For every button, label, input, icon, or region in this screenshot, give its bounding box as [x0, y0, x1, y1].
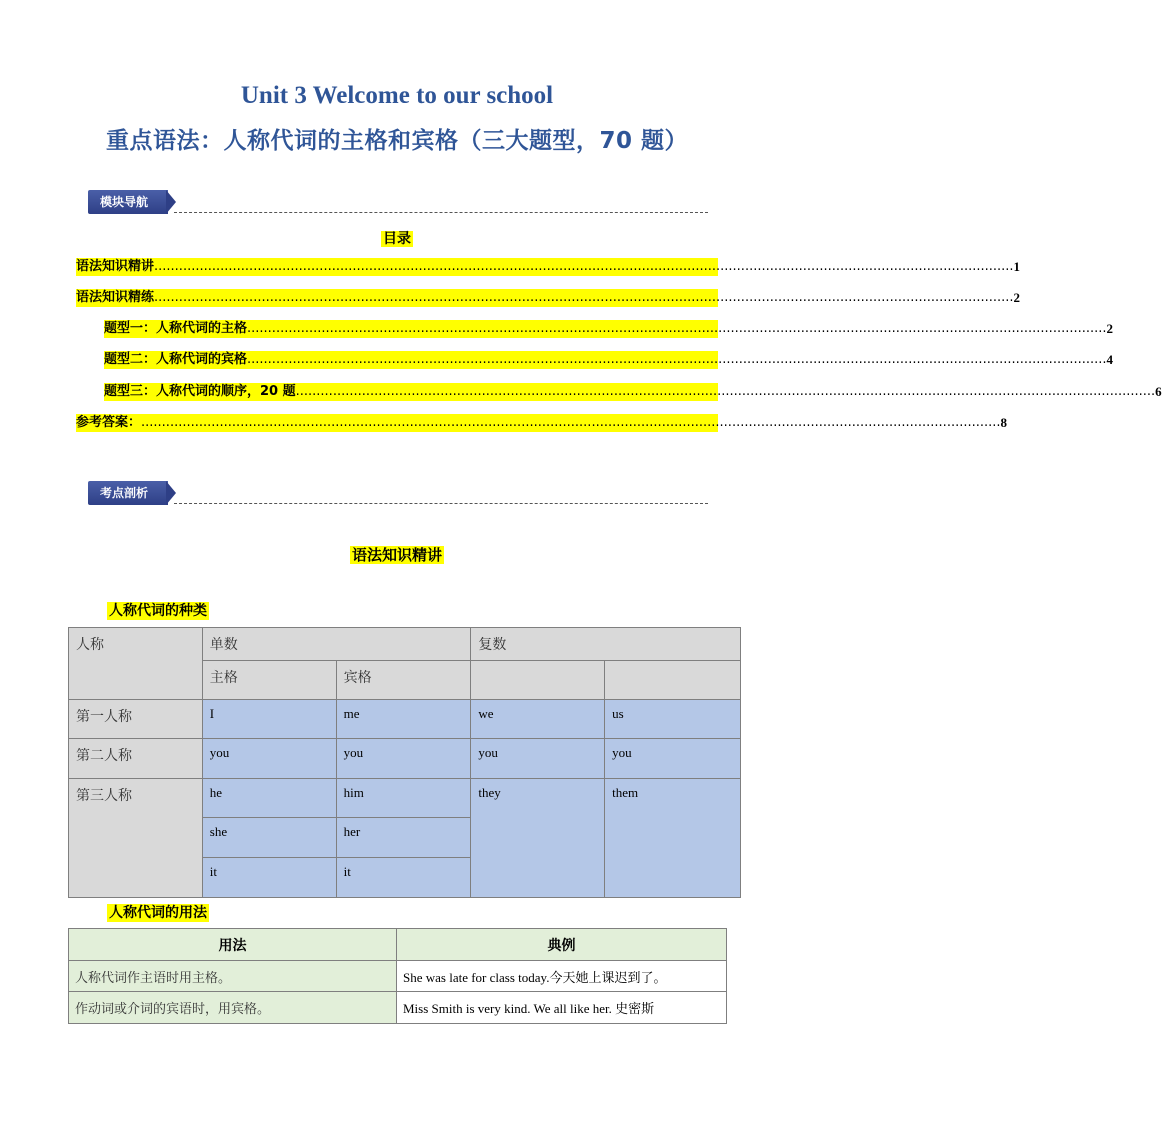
toc-leader: ................................................................................................................................................................................................................ [141, 415, 1001, 430]
toc-entry-text: 语法知识精讲 [76, 259, 155, 274]
toc-entry-text: 参考答案： [76, 415, 142, 430]
toc-entry-text: 题型一：人称代词的主格 [104, 321, 248, 336]
toc-page-number: 4 [1106, 352, 1114, 367]
header-example: 典例 [397, 929, 727, 961]
toc-entry-2[interactable] [76, 289, 1021, 307]
analysis-tag-arrow [166, 481, 176, 505]
header-plural: 复数 [471, 628, 741, 661]
table-cell: she [202, 818, 336, 858]
table-cell: them [605, 779, 741, 898]
analysis-tag-label: 考点剖析 [88, 481, 168, 505]
row-label-second: 第二人称 [69, 739, 203, 779]
nav-section-tag [88, 190, 174, 214]
toc-leader: ................................................................................................................................................................................................................ [154, 290, 1014, 305]
pronoun-table [68, 627, 741, 898]
title-english: Unit 3 Welcome to our school [240, 82, 554, 109]
toc-heading-text: 目录 [383, 231, 411, 247]
usage-table [68, 928, 727, 1024]
toc-entry-3[interactable] [104, 320, 1114, 338]
toc-page-number: 8 [1000, 415, 1008, 430]
nav-tag-label: 模块导航 [88, 190, 168, 214]
usage-cell: 人称代词作主语时用主格。 [69, 961, 397, 992]
table-cell: we [471, 700, 605, 739]
table-cell: me [336, 700, 471, 739]
toc-page-number: 1 [1013, 259, 1021, 274]
example-cell: Miss Smith is very kind. We all like her. 史密斯 [397, 992, 727, 1024]
header-plural-empty-1 [471, 661, 605, 700]
toc-entry-6[interactable] [76, 414, 1008, 432]
table-cell: he [202, 779, 336, 818]
toc-leader: ................................................................................................................................................................................................................ [247, 352, 1107, 367]
table-cell: you [336, 739, 471, 779]
table-cell: it [336, 858, 471, 898]
header-singular: 单数 [202, 628, 471, 661]
usage-heading: 人称代词的用法 [109, 905, 207, 921]
toc-entry-text: 题型三：人称代词的顺序，20 题 [104, 384, 296, 399]
main-heading-text: 语法知识精讲 [351, 546, 442, 564]
table-cell: it [202, 858, 336, 898]
toc-entry-1[interactable] [76, 258, 1021, 276]
toc-entry-text: 题型二：人称代词的宾格 [104, 352, 248, 367]
header-person: 人称 [69, 628, 203, 700]
header-subject: 主格 [202, 661, 336, 700]
main-heading [0, 544, 794, 565]
usage-cell: 作动词或介词的宾语时，用宾格。 [69, 992, 397, 1024]
toc-heading [0, 228, 794, 248]
table-cell: her [336, 818, 471, 858]
toc-entry-5[interactable] [104, 383, 1162, 401]
header-usage: 用法 [69, 929, 397, 961]
table-cell: they [471, 779, 605, 898]
table-cell: I [202, 700, 336, 739]
toc-page-number: 2 [1106, 321, 1114, 336]
title-chinese: 重点语法：人称代词的主格和宾格（三大题型，70 题） [105, 128, 688, 154]
types-heading: 人称代词的种类 [109, 603, 207, 619]
analysis-section-tag [88, 481, 174, 505]
toc-entry-4[interactable] [104, 351, 1114, 369]
analysis-divider [174, 503, 708, 504]
toc-leader: ................................................................................................................................................................................................................ [295, 384, 1156, 399]
header-object: 宾格 [336, 661, 471, 700]
header-plural-empty-2 [605, 661, 741, 700]
row-label-third: 第三人称 [69, 779, 203, 898]
table-cell: you [471, 739, 605, 779]
row-label-first: 第一人称 [69, 700, 203, 739]
example-cell: She was late for class today.今天她上课迟到了。 [397, 961, 727, 992]
table-cell: you [605, 739, 741, 779]
toc-page-number: 2 [1013, 290, 1021, 305]
table-cell: him [336, 779, 471, 818]
toc-leader: ................................................................................................................................................................................................................ [247, 321, 1107, 336]
table-cell: you [202, 739, 336, 779]
toc-page-number: 6 [1155, 384, 1162, 399]
nav-divider [174, 212, 708, 213]
table-cell: us [605, 700, 741, 739]
toc-entry-text: 语法知识精练 [76, 290, 155, 305]
nav-tag-arrow [166, 190, 176, 214]
toc-leader: ................................................................................................................................................................................................................ [154, 259, 1014, 274]
